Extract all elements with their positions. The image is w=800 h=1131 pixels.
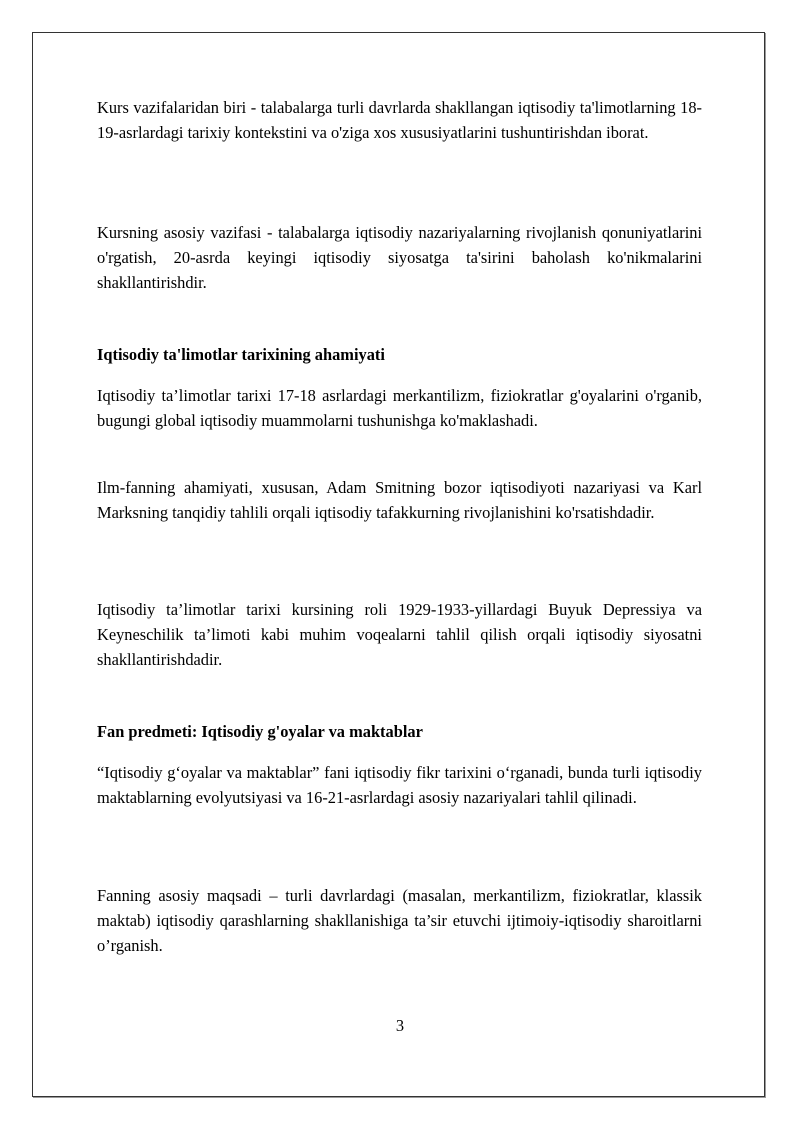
heading-subject: Fan predmeti: Iqtisodiy g'oyalar va maktablar [97, 722, 423, 741]
page-number: 3 [395, 1016, 405, 1035]
paragraph-course-main-task: Kursning asosiy vazifasi - talabalarga iqtisodiy nazariyalarning rivojlanish qonuniyatlarini o'rgatish, 20-asrda keyingi iqtisodiy siyosatga ta'sirini baholash ko'nikmalarini shakllantirishdir. [97, 223, 702, 292]
heading-importance: Iqtisodiy ta'limotlar tarixining ahamiyati [97, 345, 385, 364]
paragraph-smith-marx: Ilm-fanning ahamiyati, xususan, Adam Smitning bozor iqtisodiyoti nazariyasi va Karl Marksning tanqidiy tahlili orqali iqtisodiy tafakkurning rivojlanishini ko'rsatishdadir. [97, 478, 702, 522]
paragraph-great-depression: Iqtisodiy ta’limotlar tarixi kursining roli 1929-1933-yillardagi Buyuk Depressiya va Keyneschilik ta’limoti kabi muhim voqealarni tahlil qilish orqali iqtisodiy siyosatni shakllantirishdadir. [97, 600, 702, 669]
paragraph-history-mercantilism: Iqtisodiy ta’limotlar tarixi 17-18 asrlardagi merkantilizm, fiziokratlar g'oyalarini o'rganib, bugungi global iqtisodiy muammolarni tushunishga ko'maklashadi. [97, 386, 702, 430]
paragraph-economic-ideas: “Iqtisodiy g‘oyalar va maktablar” fani iqtisodiy fikr tarixini o‘rganadi, bunda turli iqtisodiy maktablarning evolyutsiyasi va 16-21-asrlardagi asosiy nazariyalari tahlil qilinadi. [97, 763, 702, 807]
paragraph-course-task: Kurs vazifalaridan biri - talabalarga turli davrlarda shakllangan iqtisodiy ta'limotlarning 18-19-asrlardagi tarixiy kontekstini va o'ziga xos xususiyatlarini tushuntirishdan iborat. [97, 98, 702, 142]
paragraph-main-goal: Fanning asosiy maqsadi – turli davrlardagi (masalan, merkantilizm, fiziokratlar, klassik maktab) iqtisodiy qarashlarning shakllanishiga ta’sir etuvchi ijtimoiy-iqtisodiy sharoitlarni o’rganish. [97, 886, 702, 955]
